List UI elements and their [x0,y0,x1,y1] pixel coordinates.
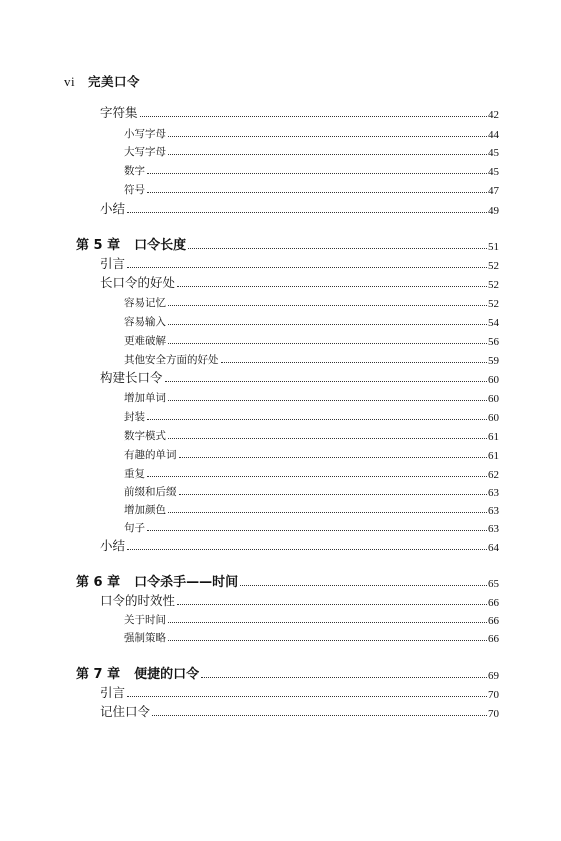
leader-dots [168,511,487,513]
toc-entry-section[interactable]: 引言 70 [100,685,499,701]
leader-dots [179,456,488,458]
toc-entry-subsection[interactable]: 数字 45 [124,165,499,178]
leader-dots [127,548,487,550]
toc-entry-subsection[interactable]: 关于时间 66 [124,614,499,627]
toc-entry-subsection[interactable]: 增加颜色 63 [124,504,499,517]
toc-entry-subsection[interactable]: 重复 62 [124,468,499,481]
leader-dots [168,639,487,641]
toc-entry-section[interactable]: 字符集 42 [100,105,499,121]
leader-dots [147,172,487,174]
chapter-title: 口令长度 [134,238,187,253]
leader-dots [127,266,487,268]
toc-entry-subsection[interactable]: 更难破解 56 [124,335,499,348]
leader-dots [240,584,487,586]
leader-dots [165,380,487,382]
toc-entry-subsection[interactable]: 容易输入 54 [124,316,499,329]
toc-chapter-7[interactable]: 第 7 章 便捷的口令 69 [76,667,499,682]
toc-entry-section[interactable]: 记住口令 70 [100,704,499,720]
leader-dots [127,695,487,697]
toc-entry-section[interactable]: 构建长口令 60 [100,370,499,386]
leader-dots [168,304,487,306]
toc-chapter-6[interactable]: 第 6 章 口令杀手——时间 65 [76,575,499,590]
toc-entry-section[interactable]: 引言 52 [100,256,499,272]
leader-dots [127,211,487,213]
leader-dots [147,529,487,531]
toc-entry-subsection[interactable]: 大写字母 45 [124,146,499,159]
leader-dots [168,323,487,325]
toc-entry-subsection[interactable]: 前缀和后缀 63 [124,486,499,499]
chapter-title: 便捷的口令 [134,667,200,682]
leader-dots [188,247,487,249]
leader-dots [179,493,488,495]
leader-dots [221,361,488,363]
leader-dots [152,714,487,716]
leader-dots [177,603,487,605]
leader-dots [147,191,487,193]
leader-dots [147,475,487,477]
toc-chapter-5[interactable]: 第 5 章 口令长度 51 [76,238,499,253]
toc-entry-subsection[interactable]: 小写字母 44 [124,128,499,141]
toc-entry-subsection[interactable]: 容易记忆 52 [124,297,499,310]
leader-dots [168,342,487,344]
chapter-number: 第 7 章 [76,667,121,682]
toc-entry-section[interactable]: 口令的时效性 66 [100,593,499,609]
toc-entry-subsection[interactable]: 符号 47 [124,184,499,197]
header-page-number: vi [64,74,76,89]
leader-dots [168,153,487,155]
chapter-number: 第 5 章 [76,238,121,253]
leader-dots [140,115,487,117]
leader-dots [168,399,487,401]
leader-dots [147,418,487,420]
leader-dots [177,285,487,287]
leader-dots [168,437,487,439]
chapter-title: 口令杀手——时间 [134,575,239,590]
chapter-number: 第 6 章 [76,575,121,590]
toc-entry-section[interactable]: 长口令的好处 52 [100,275,499,291]
leader-dots [168,621,487,623]
toc-entry-subsection[interactable]: 有趣的单词 61 [124,449,499,462]
toc-entry-subsection[interactable]: 数字模式 61 [124,430,499,443]
toc-entry-subsection[interactable]: 增加单词 60 [124,392,499,405]
toc-entry-section[interactable]: 小结 64 [100,538,499,554]
toc-entry-subsection[interactable]: 强制策略 66 [124,632,499,645]
leader-dots [168,135,487,137]
toc-entry-section[interactable]: 小结 49 [100,201,499,217]
toc-entry-subsection[interactable]: 其他安全方面的好处 59 [124,354,499,367]
header-book-title: 完美口令 [87,74,140,89]
leader-dots [201,676,487,678]
toc-entry-subsection[interactable]: 句子 63 [124,522,499,535]
toc-entry-subsection[interactable]: 封装 60 [124,411,499,424]
